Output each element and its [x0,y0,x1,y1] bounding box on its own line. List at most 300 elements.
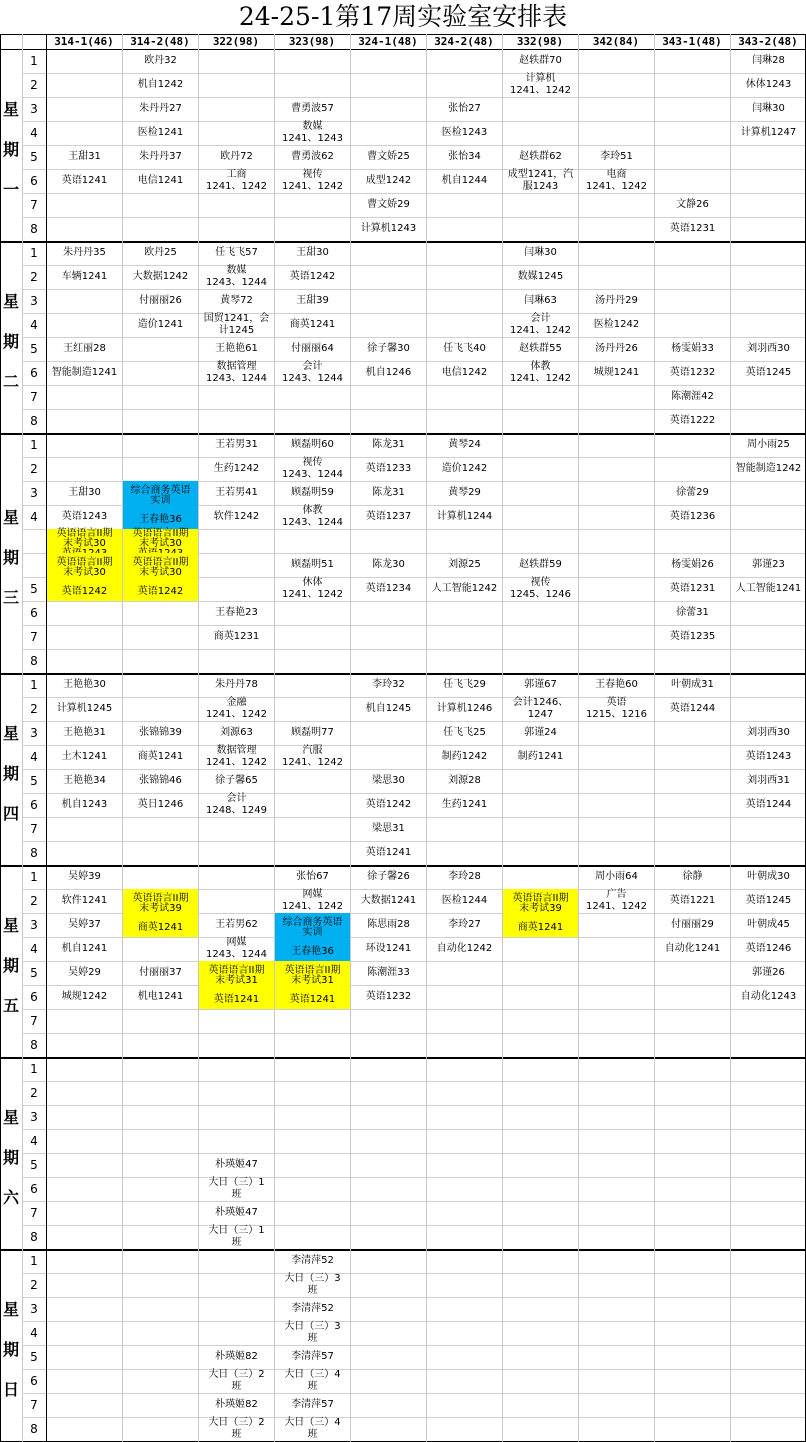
column-line [578,34,579,1442]
schedule-cell: 赵轶群62 [519,151,562,162]
schedule-cell: 广告 1241、1242 [586,889,647,912]
period-number: 1 [30,438,38,452]
schedule-cell: 张怡27 [448,103,481,114]
schedule-cell: 顾磊明59 [291,487,334,498]
period-number: 5 [30,150,38,164]
schedule-cell: 生药1242 [213,463,260,474]
schedule-cell: 李玲32 [372,679,405,690]
row-line [22,1417,806,1418]
schedule-cell: 徐子馨65 [215,775,258,786]
day-label-char: 六 [2,1188,19,1207]
schedule-cell: 商英1241 [137,751,184,762]
row-line [22,1033,806,1034]
schedule-cell: 周小雨25 [747,439,790,450]
period-number: 6 [30,1374,38,1388]
schedule-cell: 陈潮涯33 [367,967,410,978]
schedule-cell: 土木1241 [61,751,108,762]
period-number: 3 [30,726,38,740]
schedule-cell: 英语1235 [669,631,716,642]
day-label-char: 二 [2,372,19,391]
period-number: 7 [30,1206,38,1220]
period-number: 6 [30,174,38,188]
schedule-cell: 刘源28 [448,775,481,786]
schedule-cell: 医检1242 [593,319,640,330]
schedule-cell: 数媒 1241、1243 [282,121,343,144]
period-number: 1 [30,246,38,260]
schedule-cell: 王红丽28 [63,343,106,354]
highlight-text: 英语语言II期 末考试30 [132,556,189,578]
period-number: 6 [30,606,38,620]
schedule-cell: 王春艳60 [595,679,638,690]
schedule-cell: 英语1243 [61,511,108,522]
day-label-char: 四 [2,804,19,823]
highlight-text: 英语1242 [61,585,108,597]
schedule-cell: 大日（三）2 班 [208,1417,265,1440]
day-separator [0,1249,806,1251]
row-line [22,1081,806,1082]
schedule-cell: 数媒1245 [517,271,564,282]
highlight-block [47,553,122,601]
schedule-cell: 城规1242 [61,991,108,1002]
schedule-cell: 郭谨67 [524,679,557,690]
schedule-cell: 陈思雨28 [367,919,410,930]
schedule-cell: 造价1242 [441,463,488,474]
highlight-block [123,481,198,529]
schedule-cell: 李清萍57 [291,1351,334,1362]
schedule-cell: 陈潮涯42 [671,391,714,402]
highlight-text: 英语1241 [213,993,260,1005]
schedule-cell: 徐子馨30 [367,343,410,354]
schedule-cell: 欧丹32 [144,55,177,66]
day-label-char: 期 [2,956,19,975]
day-label-char: 星 [2,292,19,311]
schedule-cell: 文静26 [676,199,709,210]
schedule-cell: 国贸1241，会 计1245 [203,313,270,336]
row-line [22,1177,806,1178]
column-header: 332(98) [516,35,564,48]
period-number: 3 [30,102,38,116]
schedule-cell: 机自1243 [61,799,108,810]
schedule-cell: 赵轶群70 [519,55,562,66]
schedule-cell: 黄琴24 [448,439,481,450]
schedule-cell: 朴瑛姬47 [215,1159,258,1170]
highlight-text: 英语语言II期 末考试30 [56,556,113,578]
schedule-cell: 汽服 1241、1242 [282,745,343,768]
highlight-block [199,961,274,1009]
schedule-cell: 英语1242 [289,271,336,282]
highlight-text: 英语语言II期 末考试30 [56,528,113,549]
schedule-cell: 视传 1243、1244 [282,457,343,480]
column-header: 324-2(48) [434,35,494,48]
schedule-cell: 医检1243 [441,127,488,138]
column-header: 342(84) [592,35,640,48]
day-label-char: 一 [2,180,19,199]
period-number: 2 [30,1086,38,1100]
period-number: 3 [30,1110,38,1124]
schedule-cell: 机自1241 [61,943,108,954]
schedule-cell: 曹文娇29 [367,199,410,210]
schedule-cell: 城规1241 [593,367,640,378]
schedule-cell: 杨雯娟33 [671,343,714,354]
schedule-cell: 英语1236 [669,511,716,522]
schedule-cell: 徐子馨26 [367,871,410,882]
schedule-cell: 梁思30 [372,775,405,786]
schedule-cell: 机自1242 [137,79,184,90]
column-header: 322(98) [212,35,260,48]
schedule-cell: 计算机1246 [436,703,493,714]
schedule-cell: 数据管理 1241、1242 [206,745,267,768]
schedule-cell: 英语1232 [669,367,716,378]
schedule-cell: 黄琴72 [220,295,253,306]
schedule-cell: 王艳艳31 [63,727,106,738]
schedule-cell: 英语1246 [745,943,792,954]
period-number: 7 [30,822,38,836]
schedule-cell: 付丽丽26 [139,295,182,306]
schedule-cell: 商英1231 [213,631,260,642]
schedule-cell: 英语1231 [669,583,716,594]
period-number: 6 [30,798,38,812]
schedule-cell: 朴瑛姬82 [215,1351,258,1362]
schedule-cell: 英语1242 [365,799,412,810]
day-label-char: 星 [2,1300,19,1319]
column-header: 324-1(48) [358,35,418,48]
schedule-cell: 大日（三）3 班 [284,1273,341,1296]
schedule-cell: 成型1242 [365,175,412,186]
schedule-cell: 机自1245 [365,703,412,714]
day-label-char: 星 [2,916,19,935]
schedule-cell: 会计 1248、1249 [206,793,267,816]
schedule-cell: 陈龙31 [372,487,405,498]
schedule-cell: 大数据1241 [360,895,417,906]
schedule-cell: 汤丹丹29 [595,295,638,306]
day-label-char: 日 [2,1380,19,1399]
schedule-cell: 任飞飞40 [443,343,486,354]
schedule-cell: 英语1244 [669,703,716,714]
schedule-cell: 大日（三）3 班 [284,1321,341,1344]
schedule-cell: 闫琳63 [524,295,557,306]
row-line [22,1129,806,1130]
schedule-cell: 叶朝成45 [747,919,790,930]
highlight-text: 综合商务英语 实训 [282,916,343,938]
schedule-cell: 软件1241 [61,895,108,906]
schedule-cell: 数据管理 1243、1244 [206,361,267,384]
schedule-cell: 自动化1241 [664,943,721,954]
schedule-cell: 英语1237 [365,511,412,522]
schedule-cell: 任飞飞57 [215,247,258,258]
row-line [22,1345,806,1346]
schedule-cell: 吴婷39 [68,871,101,882]
period-number: 4 [30,1326,38,1340]
day-label-char: 星 [2,724,19,743]
period-number: 4 [30,510,38,524]
period-number: 3 [30,1302,38,1316]
schedule-cell: 英语1245 [745,895,792,906]
schedule-cell: 英语1233 [365,463,412,474]
period-number: 4 [30,1134,38,1148]
schedule-cell: 休体 1241、1242 [282,577,343,600]
schedule-cell: 英语1222 [669,415,716,426]
day-label-char: 期 [2,548,19,567]
schedule-cell: 制药1241 [517,751,564,762]
schedule-cell: 大日（三）1 班 [208,1177,265,1200]
schedule-cell: 英语1241 [365,847,412,858]
schedule-cell: 王艳艳61 [215,343,258,354]
highlight-text: 英语语言II期 末考试31 [284,964,341,986]
period-number: 4 [30,750,38,764]
highlight-text: 英语语言II期 末考试31 [208,964,265,986]
highlight-block [47,529,122,553]
period-number: 3 [30,486,38,500]
highlight-block [123,529,198,553]
highlight-block [503,889,578,937]
period-number: 1 [30,1062,38,1076]
schedule-cell: 叶朝成30 [747,871,790,882]
schedule-cell: 刘源63 [220,727,253,738]
period-number: 8 [30,414,38,428]
period-number: 1 [30,678,38,692]
schedule-cell: 赵轶群59 [519,559,562,570]
column-line [350,34,351,1442]
period-number: 2 [30,702,38,716]
period-number: 3 [30,294,38,308]
period-number: 8 [30,654,38,668]
period-number: 8 [30,1422,38,1436]
period-number: 5 [30,774,38,788]
column-header: 314-1(46) [54,35,114,48]
page-title: 24-25-1第17周实验室安排表 [0,0,806,35]
row-line [22,1369,806,1370]
schedule-cell: 朱丹丹35 [63,247,106,258]
schedule-cell: 软件1242 [213,511,260,522]
period-number: 1 [30,870,38,884]
schedule-cell: 商英1241 [289,319,336,330]
schedule-cell: 体教 1241、1242 [510,361,571,384]
schedule-cell: 曹文娇25 [367,151,410,162]
schedule-cell: 王春艳23 [215,607,258,618]
schedule-cell: 计算机1247 [740,127,797,138]
day-label-char: 五 [2,996,19,1015]
schedule-cell: 自动化1243 [740,991,797,1002]
schedule-cell: 汤丹丹26 [595,343,638,354]
schedule-cell: 刘源25 [448,559,481,570]
period-number: 5 [30,342,38,356]
column-header: 323(98) [288,35,336,48]
schedule-cell: 人工智能1242 [431,583,498,594]
period-number: 2 [30,270,38,284]
schedule-cell: 大日（三）4 班 [284,1369,341,1392]
schedule-cell: 顾磊明77 [291,727,334,738]
period-number: 4 [30,942,38,956]
column-header: 343-2(48) [738,35,798,48]
schedule-cell: 英日1246 [137,799,184,810]
schedule-cell: 人工智能1241 [735,583,802,594]
schedule-cell: 英语1234 [365,583,412,594]
row-line [22,1273,806,1274]
schedule-cell: 大数据1242 [132,271,189,282]
schedule-cell: 英语 1215、1216 [586,697,647,720]
period-number: 8 [30,846,38,860]
schedule-cell: 视传 1245、1246 [510,577,571,600]
schedule-cell: 李清萍52 [291,1303,334,1314]
highlight-text: 王春艳36 [139,513,182,525]
schedule-cell: 机自1246 [365,367,412,378]
schedule-cell: 电商 1241、1242 [586,169,647,192]
row-line [22,1105,806,1106]
highlight-block [123,553,198,601]
schedule-cell: 英语1243 [745,751,792,762]
schedule-cell: 医检1244 [441,895,488,906]
day-label-char: 期 [2,764,19,783]
schedule-cell: 电信1242 [441,367,488,378]
period-number: 7 [30,1398,38,1412]
highlight-text: 英语语言II期 末考试39 [512,892,569,914]
schedule-cell: 王甜39 [296,295,329,306]
schedule-cell: 计算机1243 [360,223,417,234]
row-line [22,1153,806,1154]
schedule-cell: 张怡67 [296,871,329,882]
highlight-block [275,961,350,1009]
highlight-text: 商英1241 [137,921,184,933]
schedule-cell: 车辆1241 [61,271,108,282]
row-line [22,649,806,650]
schedule-cell: 制药1242 [441,751,488,762]
schedule-cell: 王甜30 [296,247,329,258]
period-number: 2 [30,1278,38,1292]
schedule-cell: 朱丹丹78 [215,679,258,690]
schedule-cell: 欧丹25 [144,247,177,258]
schedule-cell: 自动化1242 [436,943,493,954]
schedule-cell: 大日（三）4 班 [284,1417,341,1440]
schedule-cell: 数媒 1243、1244 [206,265,267,288]
schedule-cell: 付丽丽37 [139,967,182,978]
schedule-cell: 造价1241 [137,319,184,330]
schedule-cell: 梁思31 [372,823,405,834]
schedule-cell: 英语1241 [61,175,108,186]
period-number: 4 [30,126,38,140]
schedule-cell: 电信1241 [137,175,184,186]
period-number: 8 [30,1230,38,1244]
period-number: 3 [30,918,38,932]
schedule-cell: 网媒 1243、1244 [206,937,267,960]
schedule-cell: 计算机1245 [56,703,113,714]
schedule-cell: 吴婷37 [68,919,101,930]
schedule-cell: 王若男62 [215,919,258,930]
schedule-cell: 王甜30 [68,487,101,498]
schedule-cell: 李玲27 [448,919,481,930]
period-number: 6 [30,1182,38,1196]
row-line [22,1393,806,1394]
schedule-cell: 王若男31 [215,439,258,450]
schedule-cell: 陈龙30 [372,559,405,570]
schedule-cell: 朱丹丹37 [139,151,182,162]
schedule-cell: 张锦锦39 [139,727,182,738]
schedule-cell: 会计 1241、1242 [510,313,571,336]
schedule-cell: 会计 1243、1244 [282,361,343,384]
period-number: 5 [30,1158,38,1172]
schedule-cell: 李玲28 [448,871,481,882]
schedule-cell: 王若男41 [215,487,258,498]
schedule-cell: 郭谨26 [752,967,785,978]
schedule-cell: 王艳艳34 [63,775,106,786]
schedule-cell: 体教 1243、1244 [282,505,343,528]
schedule-cell: 任飞飞29 [443,679,486,690]
schedule-cell: 成型1241，汽 服1243 [507,169,574,192]
period-number: 1 [30,1254,38,1268]
period-number: 5 [30,582,38,596]
schedule-cell: 付丽丽29 [671,919,714,930]
period-number: 4 [30,318,38,332]
day-label-char: 星 [2,1108,19,1127]
period-number: 1 [30,54,38,68]
schedule-cell: 闫琳30 [752,103,785,114]
schedule-cell: 英语1244 [745,799,792,810]
schedule-cell: 任飞飞25 [443,727,486,738]
schedule-cell: 徐蕾29 [676,487,709,498]
schedule-cell: 吴婷29 [68,967,101,978]
schedule-cell: 顾磊明60 [291,439,334,450]
period-number: 8 [30,222,38,236]
schedule-cell: 刘羽西31 [747,775,790,786]
column-line [22,34,23,1442]
column-header: 343-1(48) [662,35,722,48]
period-number: 6 [30,366,38,380]
day-label-char: 星 [2,508,19,527]
schedule-cell: 朴瑛姬82 [215,1399,258,1410]
schedule-cell: 机电1241 [137,991,184,1002]
schedule-cell: 叶朝成31 [671,679,714,690]
schedule-cell: 曹勇波57 [291,103,334,114]
row-line [22,1009,806,1010]
schedule-cell: 张锦锦46 [139,775,182,786]
schedule-cell: 金融 1241、1242 [206,697,267,720]
highlight-text: 英语1242 [137,585,184,597]
schedule-cell: 工商 1241、1242 [206,169,267,192]
schedule-cell: 刘羽西30 [747,727,790,738]
schedule-cell: 智能制造1242 [735,463,802,474]
period-number: 2 [30,78,38,92]
schedule-cell: 顾磊明51 [291,559,334,570]
schedule-cell: 计算机1244 [436,511,493,522]
period-number: 5 [30,966,38,980]
schedule-cell: 刘羽西30 [747,343,790,354]
day-label-char: 期 [2,1340,19,1359]
schedule-cell: 休体1243 [745,79,792,90]
day-separator [0,1057,806,1059]
schedule-cell: 张怡34 [448,151,481,162]
schedule-cell: 会计1246、 1247 [512,697,569,720]
schedule-cell: 大日（三）2 班 [208,1369,265,1392]
period-number: 7 [30,630,38,644]
row-line [22,1201,806,1202]
schedule-cell: 环设1241 [365,943,412,954]
schedule-cell: 徐静 [682,871,703,882]
schedule-cell: 郭谨24 [524,727,557,738]
schedule-cell: 赵轶群55 [519,343,562,354]
period-number: 2 [30,462,38,476]
schedule-cell: 朴瑛姬47 [215,1207,258,1218]
highlight-text: 王春艳36 [291,945,334,957]
period-number: 7 [30,1014,38,1028]
schedule-cell: 机自1244 [441,175,488,186]
schedule-cell: 李清萍57 [291,1399,334,1410]
period-number: 6 [30,990,38,1004]
period-number: 2 [30,894,38,908]
schedule-cell: 计算机 1241、1242 [510,73,571,96]
schedule-cell: 朱丹丹27 [139,103,182,114]
schedule-cell: 英语1232 [365,991,412,1002]
schedule-cell: 杨雯娟26 [671,559,714,570]
day-label-char: 期 [2,1148,19,1167]
